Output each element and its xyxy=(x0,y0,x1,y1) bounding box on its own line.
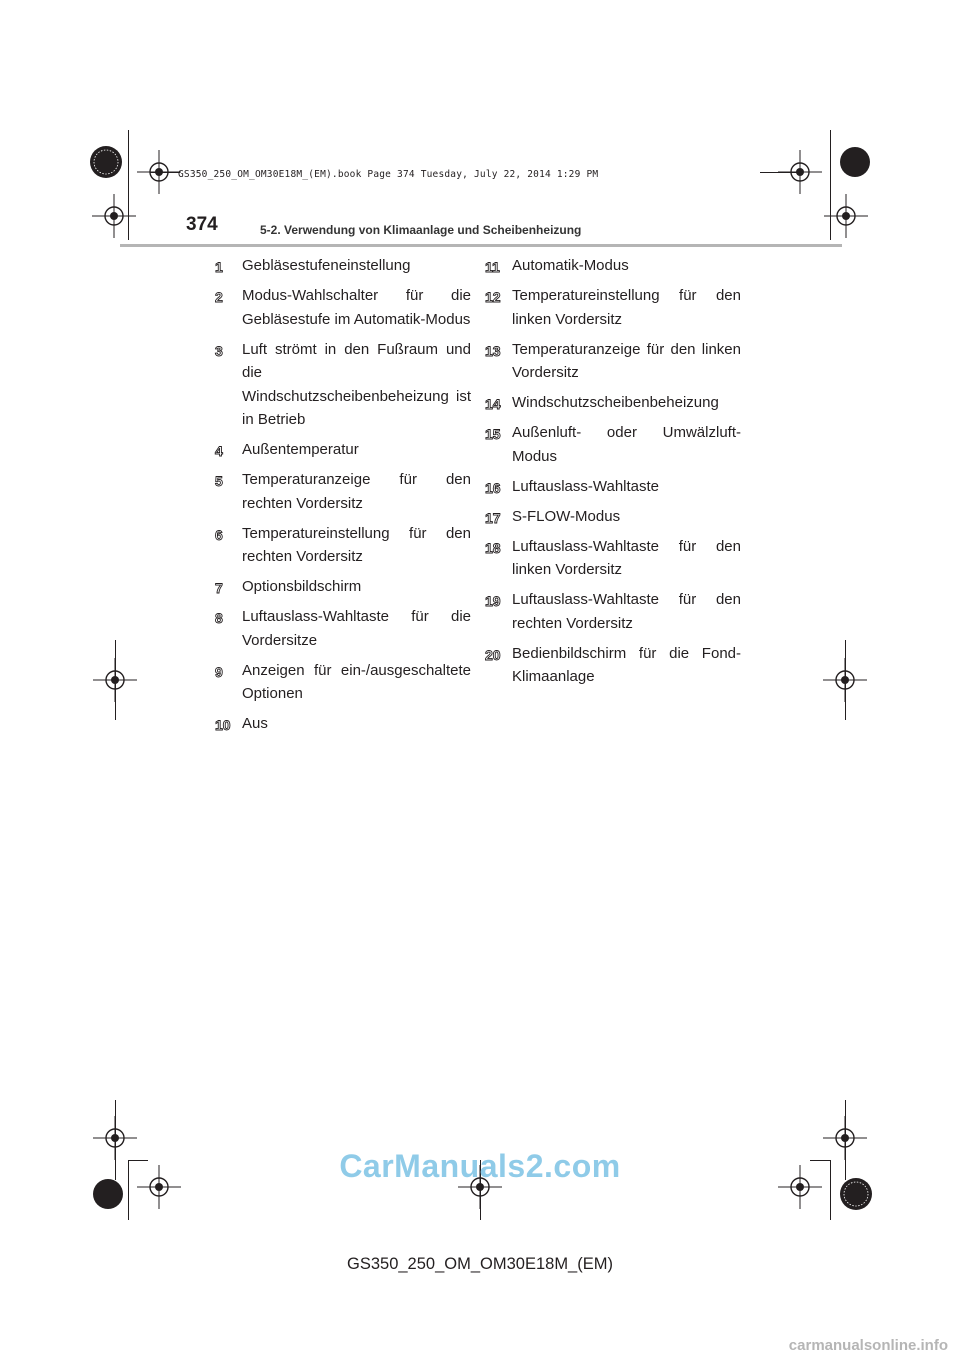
starburst-mark-icon xyxy=(84,140,128,184)
item-text: Modus-Wahlschalter für die Gebläsestufe im Automatik-Modus xyxy=(242,287,471,328)
item-text: Luftauslass-Wahltaste für den linken Vordersitz xyxy=(512,537,741,578)
item-text: Gebläsestufeneinstellung xyxy=(242,257,411,274)
list-item xyxy=(215,284,471,331)
list-item xyxy=(215,575,471,599)
item-text: Temperatureinstellung für den rechten Vordersitz xyxy=(242,524,471,565)
item-text: Anzeigen für ein-/ausgeschaltete Optionen xyxy=(242,661,471,702)
dot-mark-icon xyxy=(833,140,877,184)
item-text: Automatik-Modus xyxy=(512,257,629,274)
registration-mark-icon xyxy=(824,194,868,238)
item-number: 8 xyxy=(215,610,223,626)
list-item xyxy=(485,642,741,689)
item-number: 5 xyxy=(215,473,223,489)
item-number: 10 xyxy=(215,717,231,733)
list-item xyxy=(485,391,741,415)
item-number: 19 xyxy=(485,593,501,609)
list-item xyxy=(215,254,471,278)
item-number: 17 xyxy=(485,509,501,526)
item-number: 14 xyxy=(485,396,501,412)
watermark-logo: CarManuals2.com xyxy=(339,1148,621,1184)
list-item xyxy=(485,254,741,278)
list-item xyxy=(215,468,471,515)
item-text: S-FLOW-Modus xyxy=(512,507,621,525)
header-rule xyxy=(120,244,842,247)
list-item xyxy=(485,284,741,331)
item-text: Luftauslass-Wahltaste für den rechten Vordersitz xyxy=(512,591,741,632)
item-text: Temperatureinstellung für den linken Vordersitz xyxy=(512,287,741,328)
item-text: Temperaturanzeige für den rechten Vordersitz xyxy=(242,471,471,512)
item-number: 11 xyxy=(485,259,500,275)
item-number: 9 xyxy=(215,663,223,680)
item-text: Aus xyxy=(242,715,268,732)
item-number: 3 xyxy=(215,342,223,359)
item-text: Luftauslass-Wahltaste für die Vordersitze xyxy=(242,608,471,649)
registration-mark-icon xyxy=(137,150,181,194)
item-number: 4 xyxy=(215,443,223,459)
section-title: 5-2. Verwendung von Klimaanlage und Scheibenheizung xyxy=(260,223,582,237)
item-number: 1 xyxy=(215,259,223,275)
item-text: Bedienbildschirm für die Fond-Klimaanlage xyxy=(512,644,741,685)
legend-column-left xyxy=(215,254,471,742)
item-text: Außenluft- oder Umwälzluft-Modus xyxy=(512,424,741,465)
item-number: 16 xyxy=(485,479,501,496)
item-text: Temperaturanzeige für den linken Vordersitz xyxy=(512,340,741,381)
footer-site-watermark: carmanualsonline.info xyxy=(788,1337,948,1354)
item-text: Außentemperatur xyxy=(242,441,359,458)
list-item xyxy=(485,475,741,499)
list-item xyxy=(215,522,471,569)
item-text: Luft strömt in den Fußraum und die Windschutzscheibenbeheizung ist in Betrieb xyxy=(242,340,471,428)
item-text: Windschutzscheibenbeheizung xyxy=(512,394,719,411)
item-text: Luftauslass-Wahltaste xyxy=(512,477,660,495)
list-item xyxy=(215,438,471,462)
item-number: 13 xyxy=(485,342,501,359)
registration-mark-icon xyxy=(778,150,822,194)
registration-mark-icon xyxy=(93,658,137,702)
list-item xyxy=(485,505,741,529)
book-stamp: GS350_250_OM_OM30E18M_(EM).book Page 374 Tuesday, July 22, 2014 1:29 PM xyxy=(178,169,599,180)
list-item xyxy=(485,421,741,468)
legend-column-right xyxy=(485,254,741,695)
list-item xyxy=(485,338,741,385)
list-item xyxy=(215,712,471,736)
item-number: 6 xyxy=(215,526,223,543)
item-number: 7 xyxy=(215,580,223,596)
item-number: 2 xyxy=(215,289,223,305)
list-item xyxy=(215,659,471,706)
item-number: 15 xyxy=(485,426,501,442)
item-number: 20 xyxy=(485,646,501,663)
registration-mark-icon xyxy=(92,194,136,238)
item-number: 18 xyxy=(485,539,501,556)
item-text: Optionsbildschirm xyxy=(242,578,362,595)
item-number: 12 xyxy=(485,289,501,305)
list-item xyxy=(215,338,471,432)
registration-mark-icon xyxy=(823,658,867,702)
list-item xyxy=(485,535,741,582)
list-item xyxy=(215,605,471,652)
list-item xyxy=(485,588,741,635)
page-number: 374 xyxy=(186,214,218,235)
footer-document-code: GS350_250_OM_OM30E18M_(EM) xyxy=(347,1255,613,1273)
